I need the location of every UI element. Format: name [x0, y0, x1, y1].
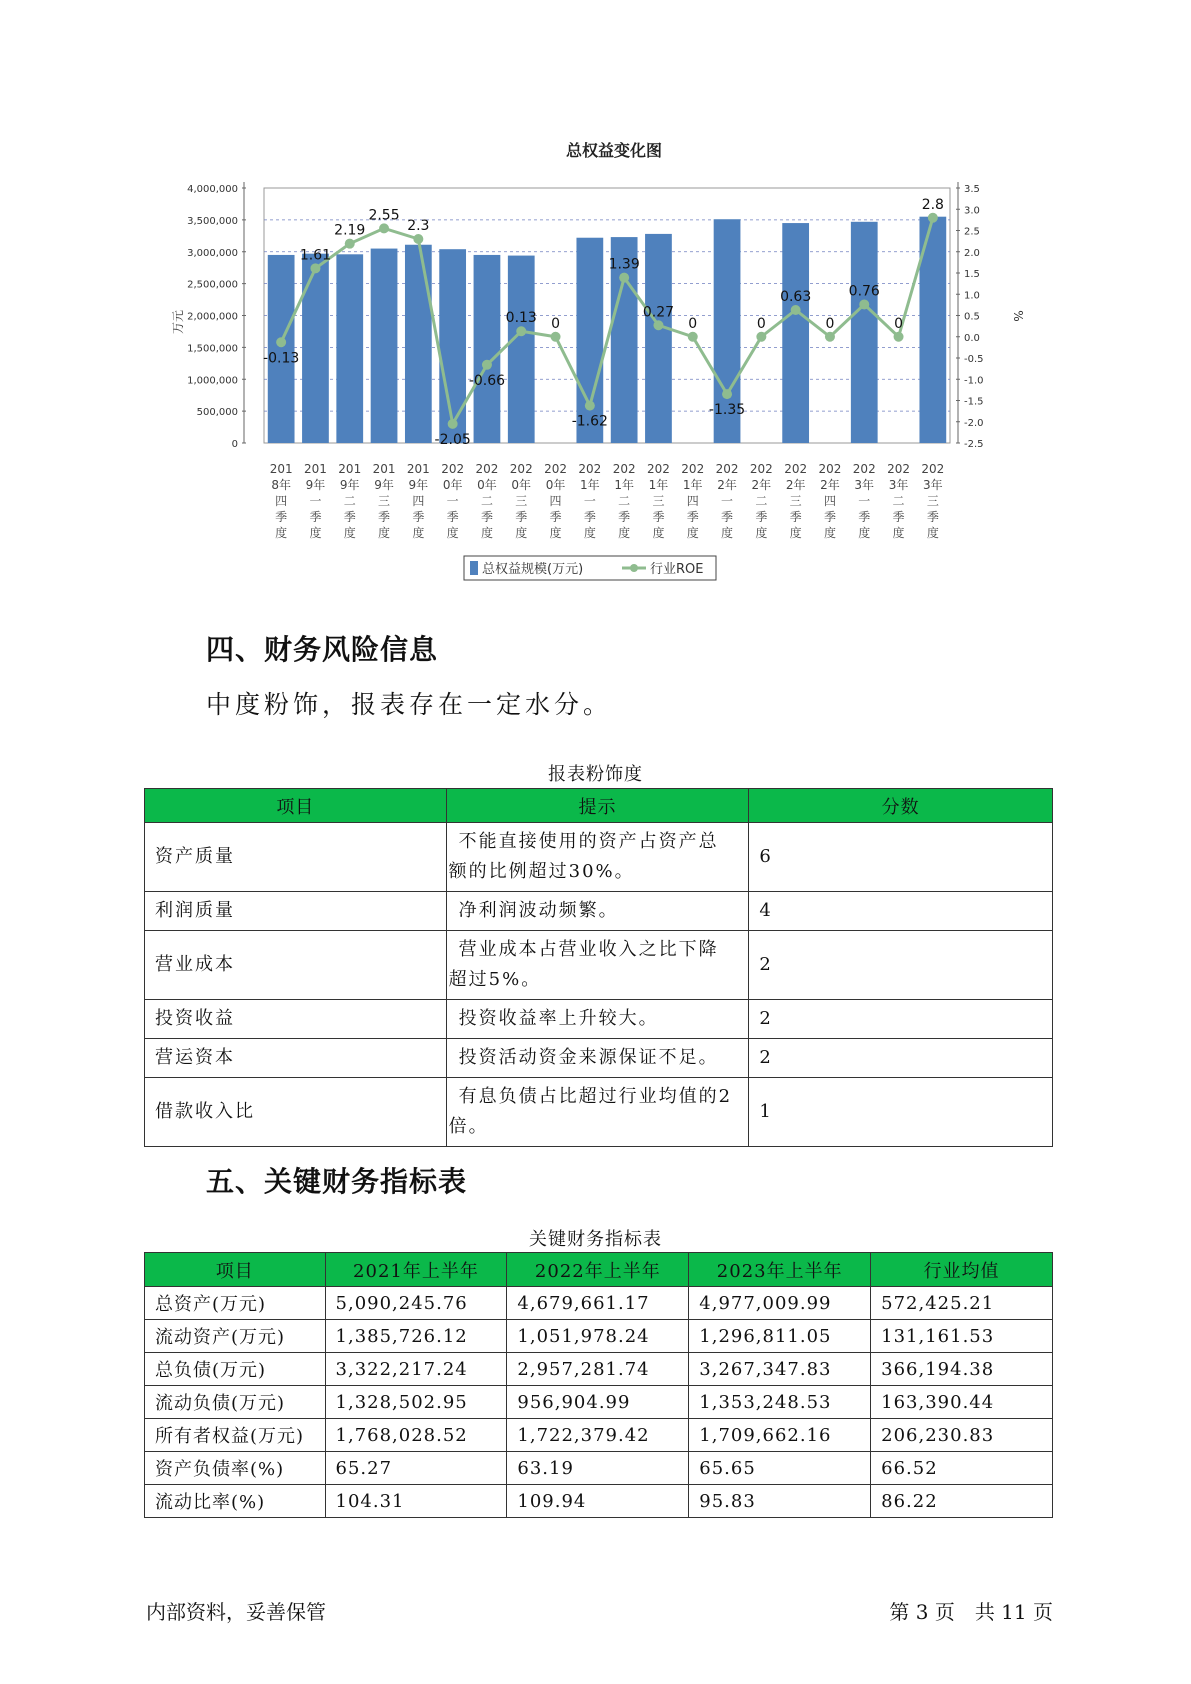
table-row [145, 1320, 1053, 1353]
y2-tick-label: 0.5 [964, 311, 980, 323]
kpi-value-cell: 131,161.53 [871, 1320, 1053, 1353]
x-tick-label: 度 [446, 526, 459, 540]
x-tick-label: 2年 [751, 478, 772, 492]
roe-data-label: 2.8 [921, 196, 944, 213]
kpi-value-cell: 163,390.44 [871, 1386, 1053, 1419]
x-tick-label: 季 [583, 510, 596, 524]
x-tick-label: 度 [583, 526, 596, 540]
x-tick-label: 三 [378, 494, 391, 508]
y-tick-label: 0 [231, 439, 238, 450]
table-row [145, 931, 1053, 1000]
bar [505, 256, 537, 443]
roe-data-label: 2.55 [368, 207, 400, 224]
risk-hint-cell: 投资收益率上升较大。 [446, 1000, 749, 1039]
x-tick-label: 0年 [511, 478, 532, 492]
x-tick-label: 季 [618, 510, 631, 524]
x-tick-label: 季 [275, 510, 288, 524]
kpi-item-cell: 所有者权益(万元) [145, 1419, 326, 1452]
bar [371, 249, 398, 443]
x-tick-label: 202 [715, 462, 739, 476]
x-tick-label: 季 [789, 510, 802, 524]
x-tick-label: 度 [309, 526, 322, 540]
kpi-table-header [145, 1253, 1053, 1287]
x-tick-label: 度 [378, 526, 391, 540]
roe-data-label: 2.3 [407, 218, 430, 234]
x-tick-label: 9年 [374, 478, 394, 492]
x-tick-label: 度 [343, 526, 356, 540]
x-tick-label: 季 [412, 510, 425, 524]
x-tick-label: 季 [446, 510, 459, 524]
roe-point [756, 332, 766, 342]
x-tick-label: 1年 [580, 478, 600, 492]
y2-tick-label: 1.5 [964, 269, 980, 280]
table-row [145, 1039, 1053, 1078]
kpi-value-cell: 366,194.38 [871, 1353, 1053, 1386]
kpi-value-cell: 572,425.21 [871, 1287, 1053, 1320]
kpi-value-cell: 86.22 [871, 1485, 1053, 1518]
kpi-header-industry: 行业均值 [871, 1253, 1053, 1287]
roe-point [310, 263, 320, 273]
x-tick-label: 季 [515, 510, 528, 524]
risk-score-cell: 2 [749, 931, 1053, 1000]
footer-page-number: 第 3 页 共 11 页 [889, 1600, 1053, 1624]
y-tick-label: 4,000,000 [187, 184, 238, 195]
x-tick-label: 度 [549, 526, 562, 540]
roe-data-label: 0 [894, 315, 904, 332]
kpi-header-2022: 2022年上半年 [507, 1253, 689, 1287]
risk-table-caption: 报表粉饰度 [548, 764, 643, 785]
kpi-value-cell: 1,296,811.05 [689, 1320, 871, 1353]
equity-chart [168, 136, 1028, 596]
x-tick-label: 季 [343, 510, 356, 524]
roe-data-label: 0.63 [780, 288, 812, 305]
y-tick-label: 1,000,000 [187, 375, 238, 387]
bar [268, 255, 295, 443]
kpi-value-cell: 3,267,347.83 [689, 1353, 871, 1386]
risk-score-cell: 2 [749, 1039, 1053, 1078]
x-tick-label: 2年 [820, 478, 840, 492]
chart-title: 总权益变化图 [565, 141, 663, 160]
roe-data-label: 0 [756, 315, 766, 332]
roe-point [928, 213, 938, 223]
header-score: 分数 [749, 789, 1053, 823]
x-tick-label: 二 [618, 494, 631, 508]
roe-point [791, 305, 801, 315]
roe-data-label: -0.66 [468, 372, 506, 389]
roe-point [688, 332, 698, 342]
table-row [145, 1078, 1053, 1147]
risk-item-cell: 营运资本 [145, 1039, 447, 1078]
risk-score-cell: 6 [749, 823, 1053, 892]
x-tick-label: 季 [378, 510, 391, 524]
x-tick-label: 季 [755, 510, 768, 524]
x-tick-label: 202 [578, 462, 602, 476]
y-tick-label: 3,500,000 [187, 215, 238, 227]
risk-table [144, 788, 1053, 1147]
roe-point [551, 332, 561, 342]
x-tick-label: 季 [892, 510, 905, 524]
kpi-value-cell: 3,322,217.24 [325, 1353, 507, 1386]
roe-data-label: 0.27 [642, 304, 675, 321]
roe-point [825, 332, 835, 342]
header-hint: 提示 [446, 789, 749, 823]
x-tick-label: 二 [343, 494, 356, 508]
x-tick-label: 201 [303, 462, 327, 476]
x-tick-label: 季 [652, 510, 665, 524]
table-row [145, 1386, 1053, 1419]
x-tick-label: 9年 [408, 478, 429, 492]
x-tick-label: 9年 [339, 478, 360, 492]
x-tick-label: 季 [926, 510, 939, 524]
roe-point [619, 273, 629, 283]
kpi-value-cell: 2,957,281.74 [507, 1353, 689, 1386]
x-tick-label: 季 [480, 510, 493, 524]
roe-point [379, 223, 389, 233]
bar [336, 254, 363, 443]
x-tick-label: 2年 [785, 478, 806, 492]
x-tick-label: 1年 [648, 478, 669, 492]
kpi-header-2021: 2021年上半年 [325, 1253, 507, 1287]
kpi-value-cell: 956,904.99 [507, 1386, 689, 1419]
risk-hint-cell: 有息负债占比超过行业均值的2倍。 [446, 1078, 749, 1147]
x-tick-label: 四 [823, 494, 836, 508]
y2-tick-label: 2.0 [964, 247, 980, 259]
roe-data-label: 1.39 [608, 256, 640, 273]
x-tick-label: 201 [338, 462, 362, 476]
risk-item-cell: 营业成本 [145, 931, 447, 1000]
risk-hint-cell: 营业成本占营业收入之比下降超过5%。 [446, 931, 749, 1000]
x-tick-label: 度 [823, 526, 836, 540]
kpi-value-cell: 65.27 [325, 1452, 507, 1485]
kpi-header-2023: 2023年上半年 [689, 1253, 871, 1287]
bar [848, 222, 880, 443]
legend-swatch-point [630, 564, 638, 572]
x-tick-label: 202 [852, 462, 876, 476]
bar [302, 254, 329, 443]
risk-item-cell: 资产质量 [145, 823, 447, 892]
risk-hint-cell: 净利润波动频繁。 [446, 892, 749, 931]
roe-data-label: -0.13 [263, 350, 300, 367]
y2-axis-label: % [1011, 310, 1025, 322]
x-tick-label: 四 [686, 494, 699, 508]
roe-point [413, 234, 423, 244]
x-tick-label: 二 [755, 494, 768, 508]
roe-data-label: 0.13 [505, 310, 537, 327]
x-tick-label: 1年 [614, 478, 634, 492]
roe-point [345, 239, 355, 249]
kpi-value-cell: 66.52 [871, 1452, 1053, 1485]
risk-hint-cell: 不能直接使用的资产占资产总额的比例超过30%。 [446, 823, 749, 892]
x-tick-label: 度 [721, 526, 734, 540]
x-tick-label: 三 [789, 494, 802, 508]
x-tick-label: 一 [858, 494, 871, 508]
x-tick-label: 3年 [888, 478, 909, 492]
roe-point [585, 401, 595, 411]
x-tick-label: 201 [406, 462, 430, 476]
risk-item-cell: 投资收益 [145, 1000, 447, 1039]
kpi-value-cell: 206,230.83 [871, 1419, 1053, 1452]
x-tick-label: 201 [269, 462, 293, 476]
roe-point [722, 389, 732, 399]
x-tick-label: 度 [892, 526, 905, 540]
kpi-value-cell: 1,385,726.12 [325, 1320, 507, 1353]
table-row [145, 1287, 1053, 1320]
bar [405, 245, 432, 443]
table-row [145, 823, 1053, 892]
kpi-value-cell: 4,679,661.17 [507, 1287, 689, 1320]
kpi-item-cell: 总负债(万元) [145, 1353, 326, 1386]
x-tick-label: 度 [652, 526, 665, 540]
section4-title: 四、财务风险信息 [206, 633, 439, 666]
x-tick-label: 四 [549, 494, 562, 508]
x-tick-label: 202 [509, 462, 533, 476]
x-tick-label: 季 [686, 510, 699, 524]
x-tick-label: 度 [789, 526, 802, 540]
roe-point [653, 320, 663, 330]
section5-title: 五、关键财务指标表 [206, 1165, 468, 1198]
roe-data-label: -2.05 [434, 431, 471, 448]
x-tick-label: 三 [515, 494, 528, 508]
y2-tick-label: -0.5 [964, 354, 984, 365]
x-tick-label: 202 [887, 462, 911, 476]
footer-confidential: 内部资料，妥善保管 [146, 1600, 326, 1624]
y2-tick-label: 2.5 [964, 226, 980, 238]
kpi-item-cell: 流动比率(%) [145, 1485, 326, 1518]
x-tick-label: 2年 [717, 478, 737, 492]
x-tick-label: 3年 [923, 478, 943, 492]
x-tick-label: 202 [818, 462, 842, 476]
y2-tick-label: -1.0 [964, 375, 984, 387]
risk-table-header [145, 789, 1053, 823]
x-tick-label: 9年 [305, 478, 326, 492]
kpi-value-cell: 1,051,978.24 [507, 1320, 689, 1353]
y2-tick-label: 1.0 [964, 290, 980, 302]
table-row [145, 1000, 1053, 1039]
risk-item-cell: 借款收入比 [145, 1078, 447, 1147]
y-tick-label: 3,000,000 [187, 247, 238, 259]
header-item: 项目 [145, 789, 447, 823]
kpi-value-cell: 104.31 [325, 1485, 507, 1518]
kpi-value-cell: 1,353,248.53 [689, 1386, 871, 1419]
kpi-item-cell: 总资产(万元) [145, 1287, 326, 1320]
y-tick-label: 1,500,000 [187, 343, 238, 355]
y2-tick-label: -2.5 [964, 439, 984, 450]
kpi-value-cell: 4,977,009.99 [689, 1287, 871, 1320]
risk-score-cell: 4 [749, 892, 1053, 931]
kpi-item-cell: 资产负债率(%) [145, 1452, 326, 1485]
roe-point [516, 326, 526, 336]
x-tick-label: 四 [412, 494, 425, 508]
y2-tick-label: 3.0 [964, 205, 980, 217]
x-tick-label: 0年 [442, 478, 463, 492]
kpi-value-cell: 109.94 [507, 1485, 689, 1518]
roe-point [894, 332, 904, 342]
bar [576, 238, 603, 443]
risk-item-cell: 利润质量 [145, 892, 447, 931]
risk-score-cell: 2 [749, 1000, 1053, 1039]
risk-hint-cell: 投资活动资金来源保证不足。 [446, 1039, 749, 1078]
y2-tick-label: -1.5 [964, 396, 984, 408]
x-tick-label: 二 [892, 494, 905, 508]
roe-data-label: 2.19 [334, 222, 366, 239]
kpi-value-cell: 95.83 [689, 1485, 871, 1518]
x-tick-label: 度 [515, 526, 528, 540]
roe-point [859, 299, 869, 309]
roe-data-label: 0 [825, 315, 835, 332]
x-tick-label: 201 [372, 462, 396, 476]
x-tick-label: 8年 [271, 478, 291, 492]
roe-point [448, 419, 458, 429]
kpi-value-cell: 65.65 [689, 1452, 871, 1485]
kpi-value-cell: 1,768,028.52 [325, 1419, 507, 1452]
x-tick-label: 1年 [682, 478, 703, 492]
table-row [145, 892, 1053, 931]
x-tick-label: 202 [441, 462, 465, 476]
kpi-value-cell: 1,328,502.95 [325, 1386, 507, 1419]
x-tick-label: 三 [926, 494, 939, 508]
x-tick-label: 202 [646, 462, 670, 476]
roe-data-label: 0 [551, 315, 561, 332]
x-tick-label: 四 [275, 494, 288, 508]
y2-tick-label: 0.0 [964, 332, 980, 344]
x-tick-label: 度 [412, 526, 425, 540]
risk-score-cell: 1 [749, 1078, 1053, 1147]
kpi-header-item: 项目 [145, 1253, 326, 1287]
x-tick-label: 202 [612, 462, 636, 476]
x-tick-label: 度 [275, 526, 288, 540]
table-row [145, 1353, 1053, 1386]
y-tick-label: 2,500,000 [187, 279, 238, 291]
roe-data-label: 1.61 [299, 247, 332, 264]
x-tick-label: 度 [686, 526, 699, 540]
y-tick-label: 2,000,000 [187, 311, 238, 323]
x-tick-label: 0年 [545, 478, 566, 492]
legend-swatch-bar [470, 561, 478, 575]
x-tick-label: 3年 [854, 478, 875, 492]
bar [439, 249, 466, 443]
kpi-value-cell: 5,090,245.76 [325, 1287, 507, 1320]
x-tick-label: 202 [749, 462, 773, 476]
x-tick-label: 度 [926, 526, 939, 540]
roe-data-label: -1.35 [708, 402, 746, 419]
x-tick-label: 度 [755, 526, 768, 540]
roe-data-label: 0.76 [848, 283, 880, 300]
x-tick-label: 0年 [477, 478, 497, 492]
x-tick-label: 度 [480, 526, 493, 540]
legend-label-line: 行业ROE [650, 562, 704, 577]
bar [642, 234, 675, 443]
x-tick-label: 二 [480, 494, 493, 508]
y-axis-label: 万元 [171, 309, 185, 335]
x-tick-label: 度 [618, 526, 631, 540]
x-tick-label: 一 [721, 494, 734, 508]
roe-point [276, 337, 286, 347]
x-tick-label: 季 [858, 510, 871, 524]
roe-point [482, 360, 492, 370]
x-tick-label: 202 [544, 462, 568, 476]
roe-data-label: 0 [688, 315, 698, 332]
bar [780, 223, 812, 443]
x-tick-label: 202 [475, 462, 499, 476]
table-row [145, 1452, 1053, 1485]
x-tick-label: 202 [784, 462, 808, 476]
bar [474, 255, 501, 443]
x-tick-label: 季 [721, 510, 734, 524]
x-tick-label: 季 [549, 510, 562, 524]
y2-tick-label: -2.0 [964, 417, 984, 429]
kpi-value-cell: 63.19 [507, 1452, 689, 1485]
legend-label-bar: 总权益规模(万元) [482, 562, 584, 577]
kpi-value-cell: 1,709,662.16 [689, 1419, 871, 1452]
risk-summary: 中度粉饰，报表存在一定水分。 [206, 690, 613, 719]
roe-data-label: -1.62 [571, 413, 608, 430]
x-tick-label: 度 [858, 526, 871, 540]
x-tick-label: 季 [823, 510, 836, 524]
y2-tick-label: 3.5 [964, 184, 980, 195]
kpi-item-cell: 流动资产(万元) [145, 1320, 326, 1353]
x-tick-label: 202 [921, 462, 945, 476]
x-tick-label: 202 [681, 462, 705, 476]
y-tick-label: 500,000 [196, 407, 238, 419]
x-tick-label: 一 [446, 494, 459, 508]
x-tick-label: 一 [309, 494, 322, 508]
kpi-table-caption: 关键财务指标表 [529, 1229, 662, 1250]
x-tick-label: 季 [309, 510, 322, 524]
kpi-table [144, 1252, 1053, 1518]
kpi-item-cell: 流动负债(万元) [145, 1386, 326, 1419]
table-row [145, 1419, 1053, 1452]
kpi-value-cell: 1,722,379.42 [507, 1419, 689, 1452]
x-tick-label: 三 [652, 494, 665, 508]
x-tick-label: 一 [583, 494, 596, 508]
table-row [145, 1485, 1053, 1518]
